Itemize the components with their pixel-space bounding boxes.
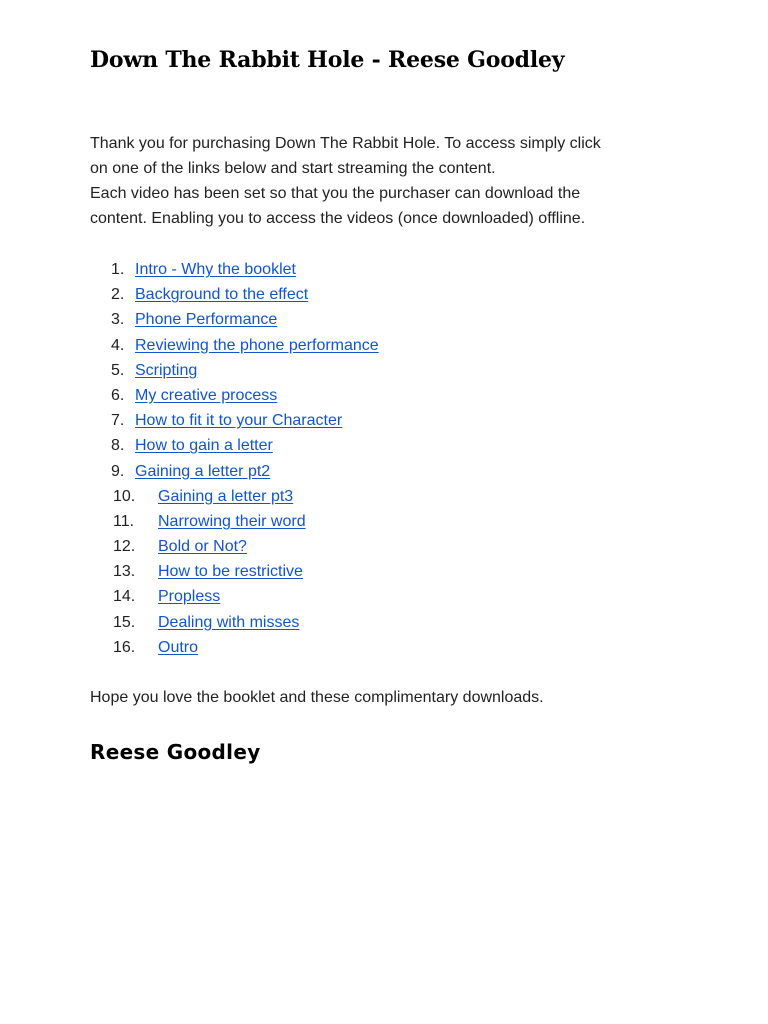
video-link[interactable]: Bold or Not?: [158, 538, 247, 556]
intro-line: Each video has been set so that you the purchaser can download the: [90, 185, 581, 202]
list-item-number: 2.: [111, 286, 125, 304]
video-link[interactable]: Outro: [158, 638, 199, 656]
document-title: Down The Rabbit Hole - Reese Goodley: [90, 47, 565, 73]
intro-text-block: [90, 131, 690, 231]
closing-text: Hope you love the booklet and these complimentary downloads.: [90, 689, 544, 706]
video-link[interactable]: My creative process: [135, 386, 278, 404]
list-item-number: 16.: [113, 638, 136, 656]
list-item-number: 3.: [111, 311, 125, 329]
intro-paragraph: [90, 131, 690, 231]
video-link[interactable]: Propless: [158, 588, 221, 606]
list-item-number: 10.: [113, 487, 136, 505]
intro-line: Thank you for purchasing Down The Rabbit Hole. To access simply click: [90, 135, 601, 152]
list-item-number: 9.: [111, 462, 125, 480]
video-link[interactable]: Dealing with misses: [158, 613, 300, 631]
video-link[interactable]: Reviewing the phone performance: [135, 336, 379, 354]
intro-line: content. Enabling you to access the videos (once downloaded) offline.: [90, 210, 586, 227]
video-link[interactable]: Gaining a letter pt3: [158, 487, 294, 505]
list-item-number: 7.: [111, 412, 125, 430]
video-link[interactable]: How to gain a letter: [135, 437, 273, 455]
list-item-number: 5.: [111, 361, 125, 379]
video-link[interactable]: Gaining a letter pt2: [135, 462, 271, 480]
signature-name: Reese Goodley: [90, 740, 261, 764]
video-link[interactable]: Phone Performance: [135, 311, 278, 329]
video-link[interactable]: Background to the effect: [135, 286, 309, 304]
list-item-number: 1.: [111, 261, 125, 278]
list-item-number: 11.: [113, 512, 135, 530]
list-item-number: 13.: [113, 563, 136, 581]
list-item-number: 8.: [111, 437, 125, 455]
intro-line: on one of the links below and start streaming the content.: [90, 160, 496, 177]
video-link[interactable]: How to be restrictive: [158, 563, 303, 581]
list-item-number: 14.: [113, 588, 136, 606]
video-link[interactable]: Intro - Why the booklet: [135, 261, 296, 278]
video-link[interactable]: Narrowing their word: [158, 512, 306, 530]
video-link[interactable]: Scripting: [135, 361, 198, 379]
list-item-number: 12.: [113, 538, 136, 556]
list-item-number: 4.: [111, 336, 125, 354]
list-item-number: 6.: [111, 386, 125, 404]
video-link[interactable]: How to fit it to your Character: [135, 412, 343, 430]
list-item-number: 15.: [113, 613, 136, 631]
